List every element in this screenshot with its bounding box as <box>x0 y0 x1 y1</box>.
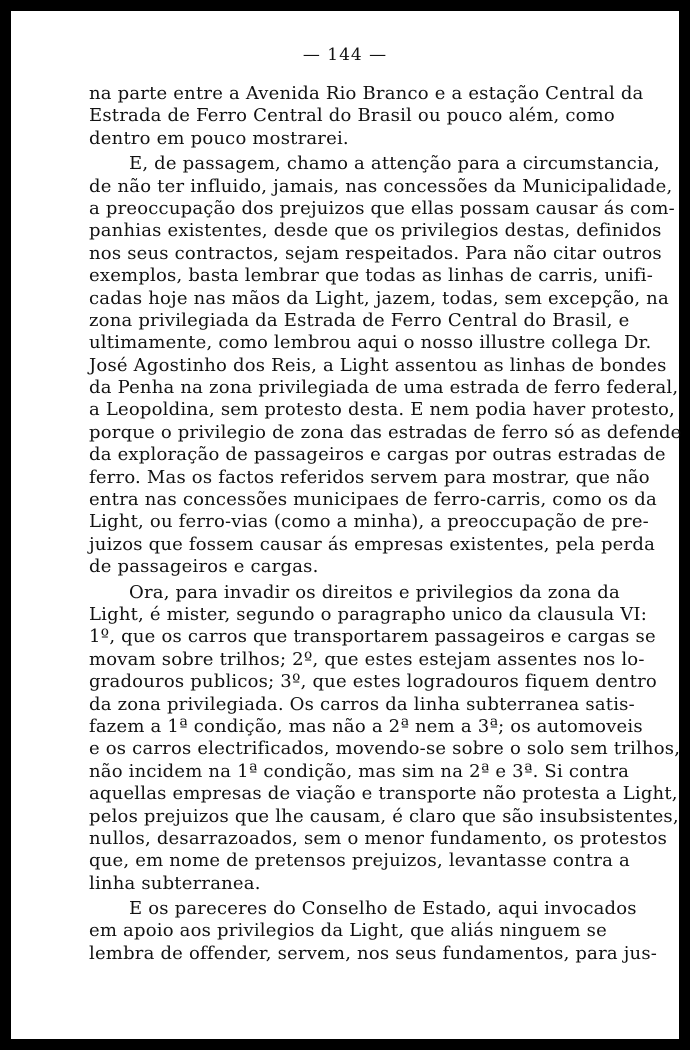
text-line: entra nas concessões municipaes de ferro-carris, como os da <box>89 489 657 511</box>
text-line: linha subterranea. <box>89 872 261 894</box>
text-line: exemplos, basta lembrar que todas as linhas de carris, unifi- <box>89 265 654 287</box>
text-line: dentro em pouco mostrarei. <box>89 127 349 149</box>
text-line: a preoccupação dos prejuizos que ellas possam causar ás com- <box>89 197 675 219</box>
text-line: e os carros electrificados, movendo-se sobre o solo sem trilhos, <box>89 738 681 760</box>
text-line: panhias existentes, desde que os privilegios destas, definidos <box>89 220 662 242</box>
text-line: em apoio aos privilegios da Light, que aliás ninguem se <box>89 920 607 942</box>
text-line: de passageiros e cargas. <box>89 556 319 578</box>
text-line: Estrada de Ferro Central do Brasil ou pouco além, como <box>89 105 615 127</box>
text-line: na parte entre a Avenida Rio Branco e a estação Central da <box>89 83 644 104</box>
text-line: da Penha na zona privilegiada de uma estrada de ferro federal, <box>89 377 679 399</box>
text-line: juizos que fossem causar ás empresas existentes, pela perda <box>89 533 655 555</box>
paragraph <box>89 898 658 965</box>
text-line: 1º, que os carros que transportarem passageiros e cargas se <box>89 626 656 648</box>
paragraph <box>89 153 682 578</box>
text-line: não incidem na 1ª condição, mas sim na 2ª e 3ª. Si contra <box>89 760 630 782</box>
text-line: lembra de offender, servem, nos seus fundamentos, para jus- <box>89 942 658 964</box>
text-line: Ora, para invadir os direitos e privilegios da zona da <box>129 581 620 603</box>
paragraph <box>89 581 681 895</box>
text-line: cadas hoje nas mãos da Light, jazem, todas, sem excepção, na <box>89 287 669 309</box>
text-line: gradouros publicos; 3º, que estes logradouros fiquem dentro <box>89 671 657 693</box>
paragraph <box>89 83 644 150</box>
book-page <box>11 11 682 1039</box>
body-text <box>89 83 682 965</box>
text-line: Light, é mister, segundo o paragrapho unico da clausula VI: <box>89 603 647 625</box>
text-line: movam sobre trilhos; 2º, que estes estejam assentes nos lo- <box>89 648 645 670</box>
text-line: ultimamente, como lembrou aqui o nosso illustre collega Dr. <box>89 332 652 354</box>
page-number: — 144 — <box>302 45 388 65</box>
text-line: pelos prejuizos que lhe causam, é claro que são insubsistentes, <box>89 805 679 827</box>
text-line: zona privilegiada da Estrada de Ferro Central do Brasil, e <box>89 309 630 331</box>
text-line: E, de passagem, chamo a attenção para a circumstancia, <box>129 153 660 175</box>
text-line: nos seus contractos, sejam respeitados. Para não citar outros <box>89 242 662 264</box>
text-line: aquellas empresas de viação e transporte não protesta a Light, <box>89 783 678 805</box>
text-line: da exploração de passageiros e cargas por outras estradas de <box>89 444 666 466</box>
text-line: nullos, desarrazoados, sem o menor fundamento, os protestos <box>89 827 668 849</box>
text-line: de não ter influido, jamais, nas concessões da Municipalidade, <box>89 175 673 197</box>
text-line: porque o privilegio de zona das estradas de ferro só as defende <box>89 421 682 443</box>
text-line: que, em nome de pretensos prejuizos, levantasse contra a <box>89 850 630 872</box>
text-line: ferro. Mas os factos referidos servem para mostrar, que não <box>89 466 650 488</box>
text-line: E os pareceres do Conselho de Estado, aqui invocados <box>129 898 637 920</box>
text-line: fazem a 1ª condição, mas não a 2ª nem a 3ª; os automoveis <box>89 715 643 737</box>
text-line: a Leopoldina, sem protesto desta. E nem podia haver protesto, <box>89 399 675 421</box>
text-line: Light, ou ferro-vias (como a minha), a preoccupação de pre- <box>89 511 649 533</box>
text-line: José Agostinho dos Reis, a Light assentou as linhas de bondes <box>89 354 667 376</box>
text-line: da zona privilegiada. Os carros da linha subterranea satis- <box>89 693 635 715</box>
